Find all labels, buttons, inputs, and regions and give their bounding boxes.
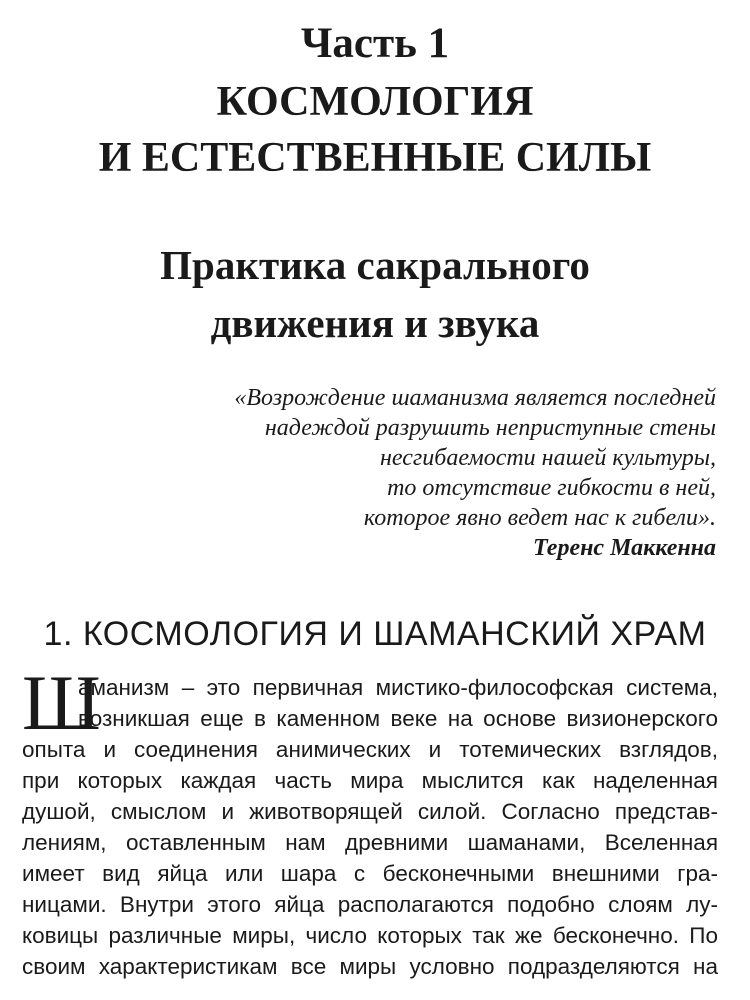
epigraph-line: несгибаемости нашей культуры, <box>380 445 716 471</box>
epigraph-line: которое явно ведет нас к гибели». <box>363 505 716 531</box>
text-line: возникшая еще в каменном веке на основе визионерского <box>78 706 718 731</box>
epigraph-line: «Возрождение шаманизма является последней <box>234 385 716 411</box>
text-line: аманизм – это первичная мистико-философская система, <box>78 675 718 700</box>
epigraph-author: Теренс Маккенна <box>533 535 716 561</box>
part-title-line: КОСМОЛОГИЯ <box>216 79 534 125</box>
text-line: ковицы различные миры, число которых так же бесконечно. По <box>22 923 718 948</box>
part-label: Часть 1 <box>300 20 450 67</box>
subtitle-line: движения и звука <box>210 300 540 346</box>
section-heading: 1. КОСМОЛОГИЯ И ШАМАНСКИЙ ХРАМ <box>43 615 707 653</box>
text-line: лениям, оставленным нам древними шаманами, Вселенная <box>22 830 718 855</box>
text-line: ницами. Внутри этого яйца располагаются подобно слоям лу- <box>22 892 718 917</box>
part-title-line: И ЕСТЕСТВЕННЫЕ СИЛЫ <box>98 135 652 181</box>
subtitle-line: Практика сакрального <box>160 242 590 288</box>
text-line: своим характеристикам все миры условно подразделяются на <box>22 954 718 979</box>
text-line: при которых каждая часть мира мыслится как наделенная <box>22 768 718 793</box>
text-line: опыта и соединения анимических и тотемических взглядов, <box>22 737 718 762</box>
epigraph-line: то отсутствие гибкости в ней, <box>387 475 716 501</box>
text-line: имеет вид яйца или шара с бесконечными внешними гра- <box>22 861 718 886</box>
body-paragraph <box>22 659 718 982</box>
drop-cap: Ш <box>22 659 101 746</box>
text-line: душой, смыслом и животворящей силой. Согласно представ- <box>22 799 718 824</box>
epigraph-line: надеждой разрушить неприступные стены <box>264 415 716 441</box>
epigraph <box>156 383 716 563</box>
part-title <box>0 74 750 186</box>
chapter-subtitle <box>0 236 750 352</box>
